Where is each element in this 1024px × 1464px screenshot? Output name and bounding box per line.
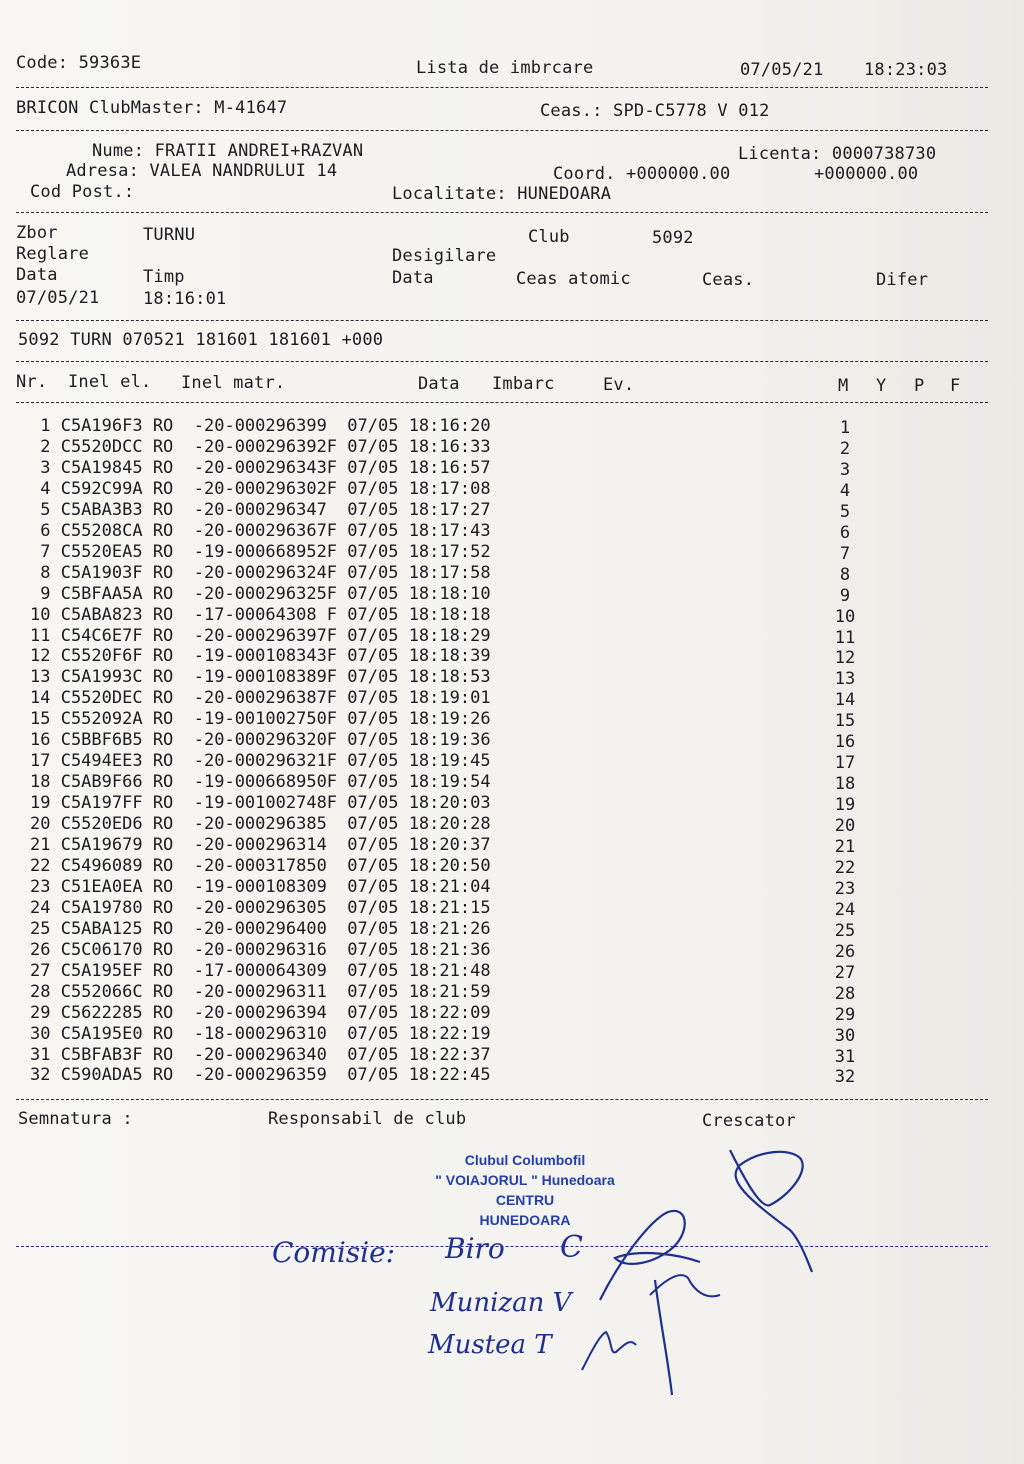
sync-line: 5092 TURN 070521 181601 181601 +000 — [18, 330, 384, 350]
owner-address: Adresa: VALEA NANDRULUI 14 — [66, 161, 338, 181]
row-rank: 12 — [834, 648, 856, 669]
table-row: 1 C5A196F3 RO -20-000296399 07/05 18:16:20 — [30, 416, 491, 436]
clock-id: Ceas.: SPD-C5778 V 012 — [540, 101, 770, 121]
row-rank: 21 — [834, 837, 856, 857]
col-imbarc: Imbarc — [492, 374, 555, 394]
stamp-line-3: CENTRU — [495, 1192, 555, 1208]
club-responsible-label: Responsabil de club — [268, 1109, 467, 1129]
row-rank: 11 — [834, 627, 856, 648]
table-row: 2 C5520DCC RO -20-000296392F 07/05 18:16:33 — [30, 436, 491, 457]
table-row: 17 C5494EE3 RO -20-000296321F 07/05 18:19:45 — [30, 751, 491, 772]
col-ev: Ev. — [603, 375, 635, 395]
row-rank: 27 — [834, 962, 856, 983]
table-row: 27 C5A195EF RO -17-000064309 07/05 18:21:48 — [30, 960, 491, 981]
reg-date-label: Data — [16, 265, 58, 285]
signature-mark-3 — [582, 1332, 636, 1370]
table-row: 21 C5A19679 RO -20-000296314 07/05 18:20:37 — [30, 835, 491, 855]
row-rank: 9 — [839, 585, 851, 606]
row-rank: 22 — [834, 857, 856, 878]
table-row: 23 C51EA0EA RO -19-000108309 07/05 18:21:04 — [30, 876, 491, 897]
row-rank: 8 — [839, 564, 851, 585]
table-row: 25 C5ABA125 RO -20-000296400 07/05 18:21:26 — [30, 918, 491, 939]
owner-coord: Coord. +000000.00 — [553, 164, 731, 184]
table-row: 6 C55208CA RO -20-000296367F 07/05 18:17:43 — [30, 520, 491, 541]
club-value: 5092 — [652, 228, 694, 248]
handwritten-name-3: Mustea T — [428, 1330, 552, 1360]
responsible-signature — [600, 1211, 700, 1395]
table-row: 22 C5496089 RO -20-000317850 07/05 18:20:50 — [30, 855, 491, 876]
row-rank: 13 — [834, 669, 856, 690]
reg-date-value: 07/05/21 — [16, 288, 100, 308]
row-rank: 5 — [839, 501, 851, 522]
row-rank: 23 — [834, 878, 856, 899]
table-row: 10 C5ABA823 RO -17-00064308 F 07/05 18:18:18 — [30, 604, 491, 625]
table-row: 3 C5A19845 RO -20-000296343F 07/05 18:16:57 — [30, 457, 491, 478]
club-label: Club — [528, 227, 570, 247]
table-row: 4 C592C99A RO -20-000296302F 07/05 18:17:08 — [30, 478, 491, 499]
row-rank: 6 — [839, 522, 851, 543]
row-rank: 3 — [839, 459, 851, 480]
print-date: 07/05/21 — [740, 60, 824, 80]
handwritten-name-2: Munizan V — [430, 1288, 572, 1318]
stamp-line-1: Clubul Columbofil — [464, 1152, 586, 1168]
row-rank: 10 — [834, 606, 856, 627]
owner-license: Licenta: 0000738730 — [738, 144, 937, 164]
table-row: 32 C590ADA5 RO -20-000296359 07/05 18:22:45 — [30, 1065, 491, 1086]
table-row: 8 C5A1903F RO -20-000296324F 07/05 18:17:58 — [30, 562, 491, 583]
col-p: P — [914, 376, 925, 396]
flight-value: TURNU — [143, 225, 196, 245]
code-label: Code: 59363E — [16, 53, 142, 73]
table-row: 20 C5520ED6 RO -20-000296385 07/05 18:20:28 — [30, 814, 491, 835]
table-row: 7 C5520EA5 RO -19-000668952F 07/05 18:17:52 — [30, 541, 491, 562]
row-rank: 16 — [834, 732, 856, 753]
signature-label: Semnatura : — [18, 1109, 133, 1129]
row-rank: 28 — [834, 983, 856, 1004]
table-row: 15 C552092A RO -19-001002750F 07/05 18:19:26 — [30, 709, 491, 730]
desig-date-label: Data — [392, 268, 434, 288]
breeder-label: Crescator — [702, 1111, 796, 1131]
owner-postcode: Cod Post.: — [30, 182, 135, 202]
row-rank: 32 — [834, 1067, 856, 1088]
table-row: 19 C5A197FF RO -19-001002748F 07/05 18:20:03 — [30, 793, 491, 814]
stamp-line-4: HUNEDOARA — [479, 1212, 571, 1228]
table-row: 18 C5AB9F66 RO -19-000668950F 07/05 18:19:54 — [30, 772, 491, 793]
row-rank: 20 — [834, 816, 856, 837]
row-rank: 7 — [839, 543, 851, 564]
table-row: 30 C5A195E0 RO -18-000296310 07/05 18:22:19 — [30, 1023, 491, 1044]
col-y: Y — [876, 376, 887, 396]
owner-locality: Localitate: HUNEDOARA — [392, 184, 612, 204]
table-row: 12 C5520F6F RO -19-000108343F 07/05 18:18:39 — [30, 646, 491, 667]
stamp-line-2: " VOIAJORUL " Hunedoara — [435, 1172, 615, 1188]
row-rank: 1 — [839, 418, 851, 438]
table-row: 5 C5ABA3B3 RO -20-000296347 07/05 18:17:27 — [30, 499, 491, 520]
handwritten-name-1: Biro — [445, 1232, 505, 1265]
row-rank: 14 — [834, 690, 856, 711]
reglare-label: Reglare — [16, 244, 90, 264]
col-data: Data — [418, 374, 460, 394]
table-row: 11 C54C6E7F RO -20-000296397F 07/05 18:18:29 — [30, 625, 491, 646]
col-inel-matr: Inel matr. — [181, 373, 286, 393]
table-row: 31 C5BFAB3F RO -20-000296340 07/05 18:22:37 — [30, 1044, 491, 1065]
row-rank: 29 — [834, 1004, 856, 1025]
table-row: 26 C5C06170 RO -20-000296316 07/05 18:21:36 — [30, 939, 491, 960]
row-rank: 25 — [834, 920, 856, 941]
owner-coord-2: +000000.00 — [814, 164, 919, 184]
flight-label: Zbor — [16, 223, 58, 243]
atomic-clock-label: Ceas atomic — [516, 269, 631, 289]
col-f: F — [950, 376, 961, 396]
table-row: 16 C5BBF6B5 RO -20-000296320F 07/05 18:19:36 — [30, 730, 491, 751]
row-rank: 18 — [834, 774, 856, 795]
col-nr: Nr. — [16, 372, 48, 392]
row-rank: 31 — [834, 1046, 856, 1067]
table-row: 24 C5A19780 RO -20-000296305 07/05 18:21:15 — [30, 897, 491, 918]
table-row: 14 C5520DEC RO -20-000296387F 07/05 18:19:01 — [30, 688, 491, 709]
col-inel-el: Inel el. — [68, 372, 152, 392]
row-rank: 2 — [839, 438, 851, 459]
row-rank: 26 — [834, 941, 856, 962]
row-rank: 19 — [834, 795, 856, 816]
row-rank: 30 — [834, 1025, 856, 1046]
table-row: 13 C5A1993C RO -19-000108389F 07/05 18:18:53 — [30, 667, 491, 688]
difference-label: Difer — [876, 270, 929, 290]
col-m: M — [838, 376, 849, 396]
clock-label: Ceas. — [702, 270, 755, 290]
print-time: 18:23:03 — [864, 60, 948, 80]
document-title: Lista de imbrcare — [416, 58, 594, 78]
owner-name: Nume: FRATII ANDREI+RAZVAN — [92, 141, 364, 161]
handwritten-name-1-initial: C — [560, 1230, 583, 1265]
table-row: 28 C552066C RO -20-000296311 07/05 18:21:59 — [30, 981, 491, 1002]
breeder-signature — [730, 1150, 812, 1272]
desigilare-label: Desigilare — [392, 246, 497, 266]
row-rank: 4 — [839, 480, 851, 501]
row-rank: 24 — [834, 899, 856, 920]
row-rank: 15 — [834, 711, 856, 732]
signature-mark-2 — [650, 1275, 720, 1296]
row-rank: 17 — [834, 753, 856, 774]
clubmaster-label: BRICON ClubMaster: M-41647 — [16, 98, 288, 118]
handwritten-commission: Comisie: — [272, 1236, 396, 1269]
table-row: 9 C5BFAA5A RO -20-000296325F 07/05 18:18:10 — [30, 583, 491, 604]
table-row: 29 C5622285 RO -20-000296394 07/05 18:22:09 — [30, 1002, 491, 1023]
reg-time-value: 18:16:01 — [143, 289, 227, 309]
reg-time-label: Timp — [143, 267, 185, 287]
